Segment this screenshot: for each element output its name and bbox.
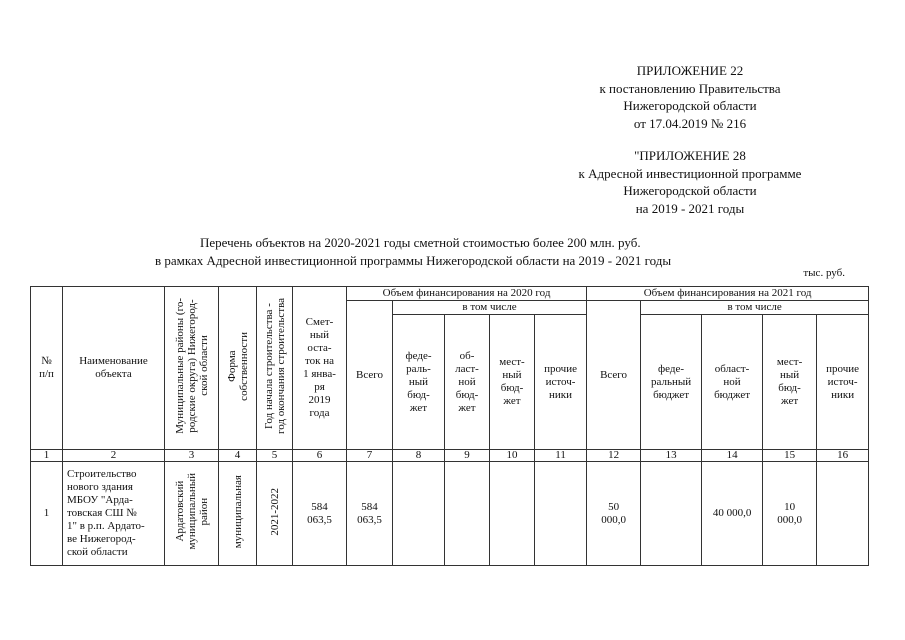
cell-local-2021: 10 000,0	[763, 462, 817, 566]
appendix-line: ПРИЛОЖЕНИЕ 22	[636, 63, 744, 78]
column-number: 8	[393, 450, 445, 462]
col-header-name: Наименование объекта	[63, 287, 165, 450]
cell-total-2020: 584 063,5	[347, 462, 393, 566]
column-number: 4	[219, 450, 257, 462]
appendix-22-block	[540, 62, 840, 132]
col-header-federal-2021: феде- ральный бюджет	[641, 315, 702, 450]
appendix-line: от 17.04.2019 № 216	[633, 115, 747, 131]
cell-regional-2021: 40 000,0	[702, 462, 763, 566]
col-header-local-2020: мест- ный бюд- жет	[490, 315, 535, 450]
cell-ownership-text: муниципальная	[231, 474, 244, 549]
document-title	[0, 234, 905, 270]
cell-other-2021	[817, 462, 869, 566]
title-line-2: в рамках Адресной инвестиционной программы Нижегородской области на 2019 - 2021 годы	[155, 253, 672, 268]
column-number: 9	[445, 450, 490, 462]
col-header-total-2021: Всего	[587, 301, 641, 450]
col-header-district	[165, 287, 219, 450]
column-number: 2	[63, 450, 165, 462]
col-header-ownership-text: Форма собственности	[225, 331, 250, 401]
column-number: 16	[817, 450, 869, 462]
cell-ownership	[219, 462, 257, 566]
cell-num: 1	[31, 462, 63, 566]
col-header-num: № п/п	[31, 287, 63, 450]
col-header-balance: Смет- ный оста- ток на 1 янва- ря 2019 года	[293, 287, 347, 450]
column-number: 14	[702, 450, 763, 462]
table-row	[31, 462, 869, 566]
cell-name: Строительство нового здания МБОУ "Арда- товская СШ № 1" в р.п. Ардато- ве Нижегород- ской области	[63, 462, 165, 566]
col-header-total-2020: Всего	[347, 301, 393, 450]
cell-balance: 584 063,5	[293, 462, 347, 566]
column-number: 7	[347, 450, 393, 462]
cell-other-2020	[535, 462, 587, 566]
cell-federal-2020	[393, 462, 445, 566]
appendix-line: Нижегородской области	[623, 98, 757, 113]
appendix-line: Нижегородской области	[623, 183, 757, 198]
col-header-federal-2020: феде- раль- ный бюд- жет	[393, 315, 445, 450]
column-number: 10	[490, 450, 535, 462]
col-header-regional-2020: об- ласт- ной бюд- жет	[445, 315, 490, 450]
column-number: 13	[641, 450, 702, 462]
appendix-line: "ПРИЛОЖЕНИЕ 28	[634, 148, 746, 163]
cell-local-2020	[490, 462, 535, 566]
col-header-years-text: Год начала строительства - год окончания строительства	[262, 298, 287, 434]
col-header-local-2021: мест- ный бюд- жет	[763, 315, 817, 450]
column-number: 3	[165, 450, 219, 462]
column-number: 1	[31, 450, 63, 462]
col-header-other-2021: прочие источ- ники	[817, 315, 869, 450]
col-header-years	[257, 287, 293, 450]
col-header-other-2020: прочие источ- ники	[535, 315, 587, 450]
appendix-line: к постановлению Правительства	[599, 80, 781, 96]
column-number: 11	[535, 450, 587, 462]
column-number: 15	[763, 450, 817, 462]
col-header-fin2020: Объем финансирования на 2020 год	[347, 287, 587, 301]
cell-district-text: Ардатовский муниципальный район	[173, 473, 210, 550]
col-header-including-2020: в том числе	[393, 301, 587, 315]
appendix-28-block	[540, 147, 840, 217]
cell-regional-2020	[445, 462, 490, 566]
col-header-regional-2021: област- ной бюджет	[702, 315, 763, 450]
col-header-district-text: Муниципальные районы (го- родские округа) Нижегород- ской области	[173, 298, 210, 434]
cell-district	[165, 462, 219, 566]
column-numbers-row	[31, 450, 869, 462]
cell-total-2021: 50 000,0	[587, 462, 641, 566]
title-line-1: Перечень объектов на 2020-2021 годы сметной стоимостью более 200 млн. руб.	[200, 235, 641, 250]
col-header-ownership	[219, 287, 257, 450]
appendix-line: на 2019 - 2021 годы	[635, 200, 745, 216]
units-label: тыс. руб.	[803, 267, 845, 279]
objects-table	[30, 286, 869, 566]
cell-years-text: 2021-2022	[268, 487, 281, 536]
col-header-including-2021: в том числе	[641, 301, 869, 315]
col-header-fin2021: Объем финансирования на 2021 год	[587, 287, 869, 301]
column-number: 6	[293, 450, 347, 462]
appendix-line: к Адресной инвестиционной программе	[578, 165, 802, 181]
cell-federal-2021	[641, 462, 702, 566]
cell-years	[257, 462, 293, 566]
column-number: 12	[587, 450, 641, 462]
column-number: 5	[257, 450, 293, 462]
